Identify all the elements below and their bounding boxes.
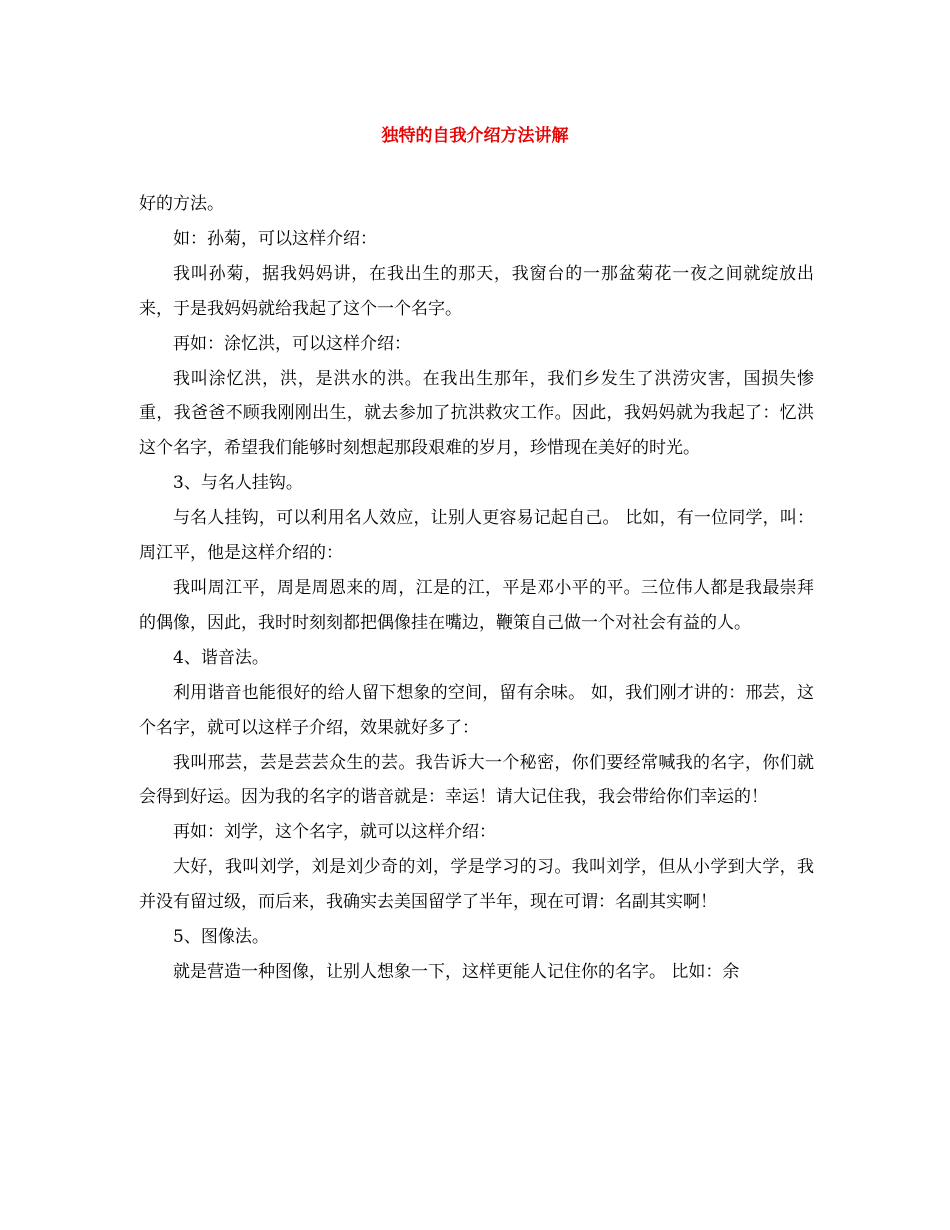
paragraph: 再如：涂忆洪，可以这样介绍： <box>173 333 411 354</box>
paragraph: 与名人挂钩，可以利用名人效应，让别人更容易记起自己。 比如，有一位同学，叫：周江平，他是这样介绍的： <box>139 508 814 564</box>
paragraph: 就是营造一种图像，让别人想象一下，这样更能人记住你的名字。 比如：余 <box>173 961 740 982</box>
paragraph: 好的方法。 <box>139 194 224 214</box>
paragraph: 我叫邢芸，芸是芸芸众生的芸。我告诉大一个秘密，你们要经常喊我的名字，你们就会得到好运。因为我的名字的谐音就是：幸运！请大记住我，我会带给你们幸运的！ <box>139 752 814 808</box>
paragraph: 如：孙菊，可以这样介绍： <box>173 228 377 249</box>
paragraph: 我叫孙菊，据我妈妈讲，在我出生的那天，我窗台的一那盆菊花一夜之间就绽放出来，于是我妈妈就给我起了这个一个名字。 <box>139 263 814 319</box>
paragraph: 再如：刘学，这个名字，就可以这样介绍： <box>173 822 496 843</box>
paragraph: 4、谐音法。 <box>173 647 269 668</box>
paragraph: 我叫周江平，周是周恩来的周，江是的江，平是邓小平的平。三位伟人都是我最崇拜的偶像，因此，我时时刻刻都把偶像挂在嘴边，鞭策自己做一个对社会有益的人。 <box>139 577 814 633</box>
document-body <box>139 187 814 990</box>
paragraph: 5、图像法。 <box>173 927 269 948</box>
paragraph: 大好，我叫刘学，刘是刘少奇的刘，学是学习的习。我叫刘学，但从小学到大学，我并没有留过级，而后来，我确实去美国留学了半年，现在可谓：名副其实啊！ <box>139 857 814 913</box>
paragraph: 3、与名人挂钩。 <box>173 473 303 494</box>
paragraph: 利用谐音也能很好的给人留下想象的空间，留有余味。 如，我们刚才讲的：邢芸，这个名字，就可以这样子介绍，效果就好多了： <box>139 682 814 738</box>
paragraph: 我叫涂忆洪，洪，是洪水的洪。在我出生那年，我们乡发生了洪涝灾害，国损失惨重，我爸爸不顾我刚刚出生，就去参加了抗洪救灾工作。因此，我妈妈就为我起了：忆洪这个名字，希望我们能够时刻想起那段艰难的岁月，珍惜现在美好的时光。 <box>139 368 814 459</box>
document-title: 独特的自我介绍方法讲解 <box>381 126 569 146</box>
